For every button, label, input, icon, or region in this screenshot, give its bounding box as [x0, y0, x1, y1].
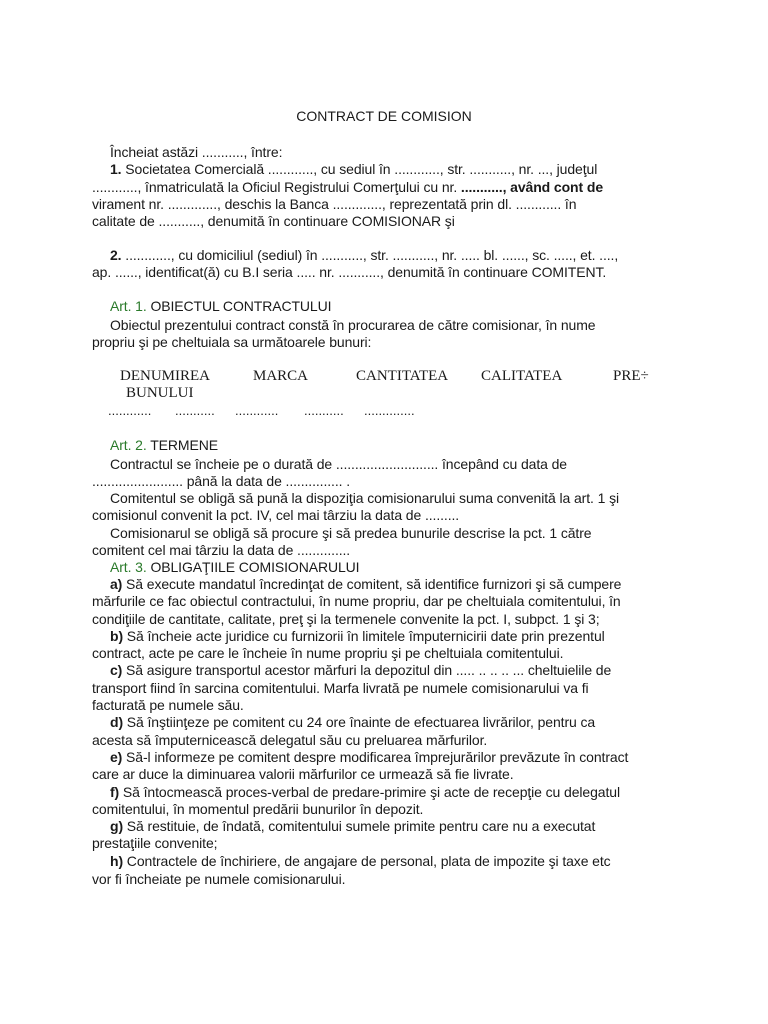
article-3-heading: Art. 3. OBLIGAŢIILE COMISIONARULUI — [110, 559, 360, 575]
article-2-text-3: Comitentul se obligă să pună la dispoziţia comisionarului suma convenită la art. 1 şi — [110, 490, 619, 506]
party-2-line-1: 2. ............, cu domiciliul (sediul) în ..........., str. ..........., nr. ..... bl. ......, sc. ....., et. ...., — [110, 247, 619, 263]
obligation-d-line-1: d) Să înştiinţeze pe comitent cu 24 ore înainte de efectuarea livrărilor, pentru ca — [110, 714, 596, 730]
obligation-d-line-2: acesta să împuternicească delegatul său cu preluarea mărfurilor. — [92, 732, 488, 748]
obligation-a-line-1: a) Să execute mandatul încredinţat de comitent, să identifice furnizori şi să cumpere — [110, 576, 622, 592]
obligation-b-line-1: b) Să încheie acte juridice cu furnizorii în limitele împuternicirii date prin prezentul — [110, 628, 605, 644]
table-header-bunului: BUNULUI — [126, 385, 194, 401]
obligation-f-line-1: f) Să întocmească proces-verbal de predare-primire şi acte de recepţie cu delegatul — [110, 784, 620, 800]
party-1-line-3: virament nr. ............., deschis la Banca ............., reprezentată prin dl. ............ în — [92, 196, 577, 212]
article-2-text-1: Contractul se încheie pe o durată de ........................... începând cu data de — [110, 456, 567, 472]
document-title: CONTRACT DE COMISION — [296, 108, 472, 124]
obligation-e-line-1: e) Să-l informeze pe comitent despre modificarea împrejurărilor prevăzute în contract — [110, 749, 629, 765]
article-2-text-4: comisionul convenit la pct. IV, cel mai târziu la data de ......... — [92, 507, 460, 523]
obligation-a-line-3: condiţiile de cantitate, calitate, preţ şi la termenele convenite la pct. I, subpct. 1 şi 3; — [92, 611, 600, 627]
obligation-g-line-1: g) Să restituie, de îndată, comitentului sumele primite pentru care nu a executat — [110, 818, 596, 834]
obligation-h-line-2: vor fi încheiate pe numele comisionarului. — [92, 871, 346, 887]
obligation-f-line-2: comitentului, în momentul predării bunurilor în depozit. — [92, 801, 424, 817]
article-2-heading: Art. 2. TERMENE — [110, 437, 218, 453]
obligation-c-line-1: c) Să asigure transportul acestor mărfuri la depozitul din ..... .. .. .. ... cheltuielile de — [110, 662, 612, 678]
obligation-b-line-2: contract, acte pe care le încheie în nume propriu şi pe cheltuiala comitentului. — [92, 645, 564, 661]
table-header-marca: MARCA — [253, 368, 309, 384]
obligation-e-line-2: care ar duce la diminuarea valorii mărfurilor ce urmează să fie livrate. — [92, 766, 514, 782]
obligation-c-line-2: transport fiind în sarcina comitentului. Marfa livrată pe numele comisionarului va fi — [92, 680, 589, 696]
obligation-c-line-3: facturată pe numele său. — [92, 697, 244, 713]
table-header-pret: PRE÷ — [613, 368, 649, 384]
contract-date-line: Încheiat astăzi ..........., între: — [110, 144, 283, 160]
table-header-cantitatea: CANTITATEA — [356, 368, 449, 384]
obligation-h-line-1: h) Contractele de închiriere, de angajare de personal, plata de impozite şi taxe etc — [110, 853, 611, 869]
article-1-text-2: propriu şi pe cheltuiala sa următoarele bunuri: — [92, 334, 372, 350]
table-header-denumirea: DENUMIREA — [120, 368, 210, 384]
article-2-text-5: Comisionarul se obligă să procure şi să predea bunurile descrise la pct. 1 către — [110, 525, 592, 541]
article-1-text-1: Obiectul prezentului contract constă în procurarea de către comisionar, în nume — [110, 317, 596, 333]
party-1-line-1: 1. Societatea Comercială ............, cu sediul în ............, str. ..........., nr. ..., judeţul — [110, 161, 598, 177]
obligation-g-line-2: prestaţiile convenite; — [92, 835, 218, 851]
table-cell-dots: ........... — [175, 403, 215, 418]
obligation-a-line-2: mărfurile ce fac obiectul contractului, în nume propriu, dar pe cheltuiala comitentului, în — [92, 593, 621, 609]
table-cell-dots: ............ — [235, 403, 279, 418]
table-header-calitatea: CALITATEA — [481, 368, 563, 384]
table-cell-dots: ........... — [304, 403, 344, 418]
party-1-line-2: ............, înmatriculată la Oficiul Registrului Comerţului cu nr. ..........., având cont de — [92, 179, 604, 195]
party-2-line-2: ap. ......, identificat(ă) cu B.I seria ..... nr. ..........., denumită în continuare COMITENT. — [92, 264, 607, 280]
table-cell-dots: .............. — [364, 403, 415, 418]
article-2-text-2: ........................ până la data de ............... . — [92, 473, 350, 489]
party-1-line-4: calitate de ..........., denumită în continuare COMISIONAR şi — [92, 213, 455, 229]
article-2-text-6: comitent cel mai târziu la data de .............. — [92, 542, 351, 558]
table-cell-dots: ............ — [108, 403, 152, 418]
article-1-heading: Art. 1. OBIECTUL CONTRACTULUI — [110, 298, 332, 314]
